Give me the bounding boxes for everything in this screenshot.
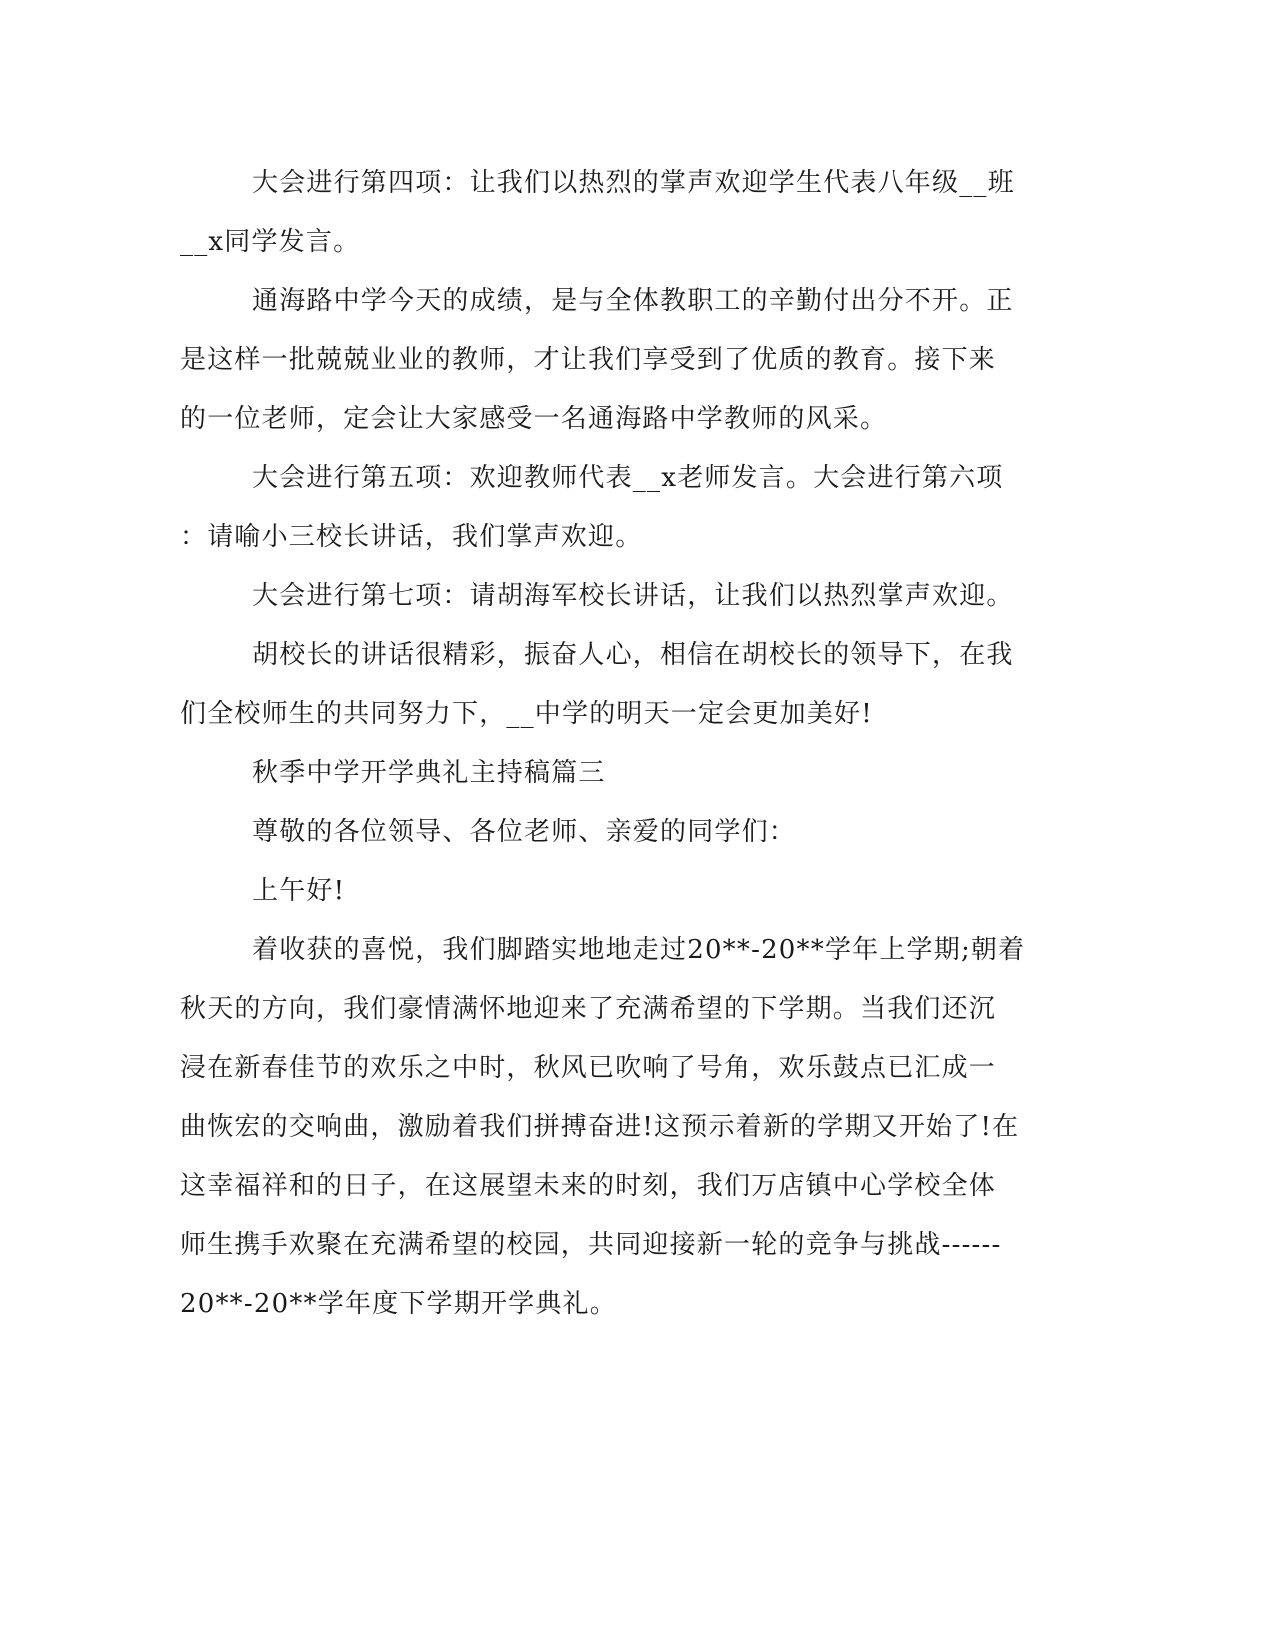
salutation: 尊敬的各位领导、各位老师、亲爱的同学们： [252, 817, 797, 847]
text-line: 胡校长的讲话很精彩，振奋人心，相信在胡校长的领导下，在我 [252, 640, 1014, 670]
text-line: 们全校师生的共同努力下，__中学的明天一定会更加美好! [180, 699, 873, 729]
text-line: 着收获的喜悦，我们脚踏实地地走过20**-20**学年上学期;朝着 [252, 935, 1026, 965]
text-line: __x同学发言。 [180, 227, 361, 257]
text-line: 这幸福祥和的日子，在这展望未来的时刻，我们万店镇中心学校全体 [180, 1171, 997, 1201]
text-line: 通海路中学今天的成绩，是与全体教职工的辛勤付出分不开。正 [252, 286, 1014, 316]
text-line: ：请喻小三校长讲话，我们掌声欢迎。 [180, 522, 643, 552]
greeting: 上午好! [252, 876, 346, 906]
text-line: 曲恢宏的交响曲，激励着我们拼搏奋进!这预示着新的学期又开始了!在 [180, 1112, 1020, 1142]
text-line: 20**-20**学年度下学期开学典礼。 [180, 1289, 617, 1319]
section-heading: 秋季中学开学典礼主持稿篇三 [252, 758, 606, 788]
text-line: 是这样一批兢兢业业的教师，才让我们享受到了优质的教育。接下来 [180, 345, 997, 375]
text-line: 大会进行第五项：欢迎教师代表__x老师发言。大会进行第六项 [252, 463, 1004, 493]
text-line: 秋天的方向，我们豪情满怀地迎来了充满希望的下学期。当我们还沉 [180, 994, 997, 1024]
text-line: 师生携手欢聚在充满希望的校园，共同迎接新一轮的竞争与挑战------ [180, 1230, 1002, 1260]
text-line: 浸在新春佳节的欢乐之中时，秋风已吹响了号角，欢乐鼓点已汇成一 [180, 1053, 997, 1083]
text-line: 大会进行第四项：让我们以热烈的掌声欢迎学生代表八年级__班 [252, 168, 1015, 198]
text-line: 大会进行第七项：请胡海军校长讲话，让我们以热烈掌声欢迎。 [252, 581, 1014, 611]
text-line: 的一位老师，定会让大家感受一名通海路中学教师的风采。 [180, 404, 888, 434]
